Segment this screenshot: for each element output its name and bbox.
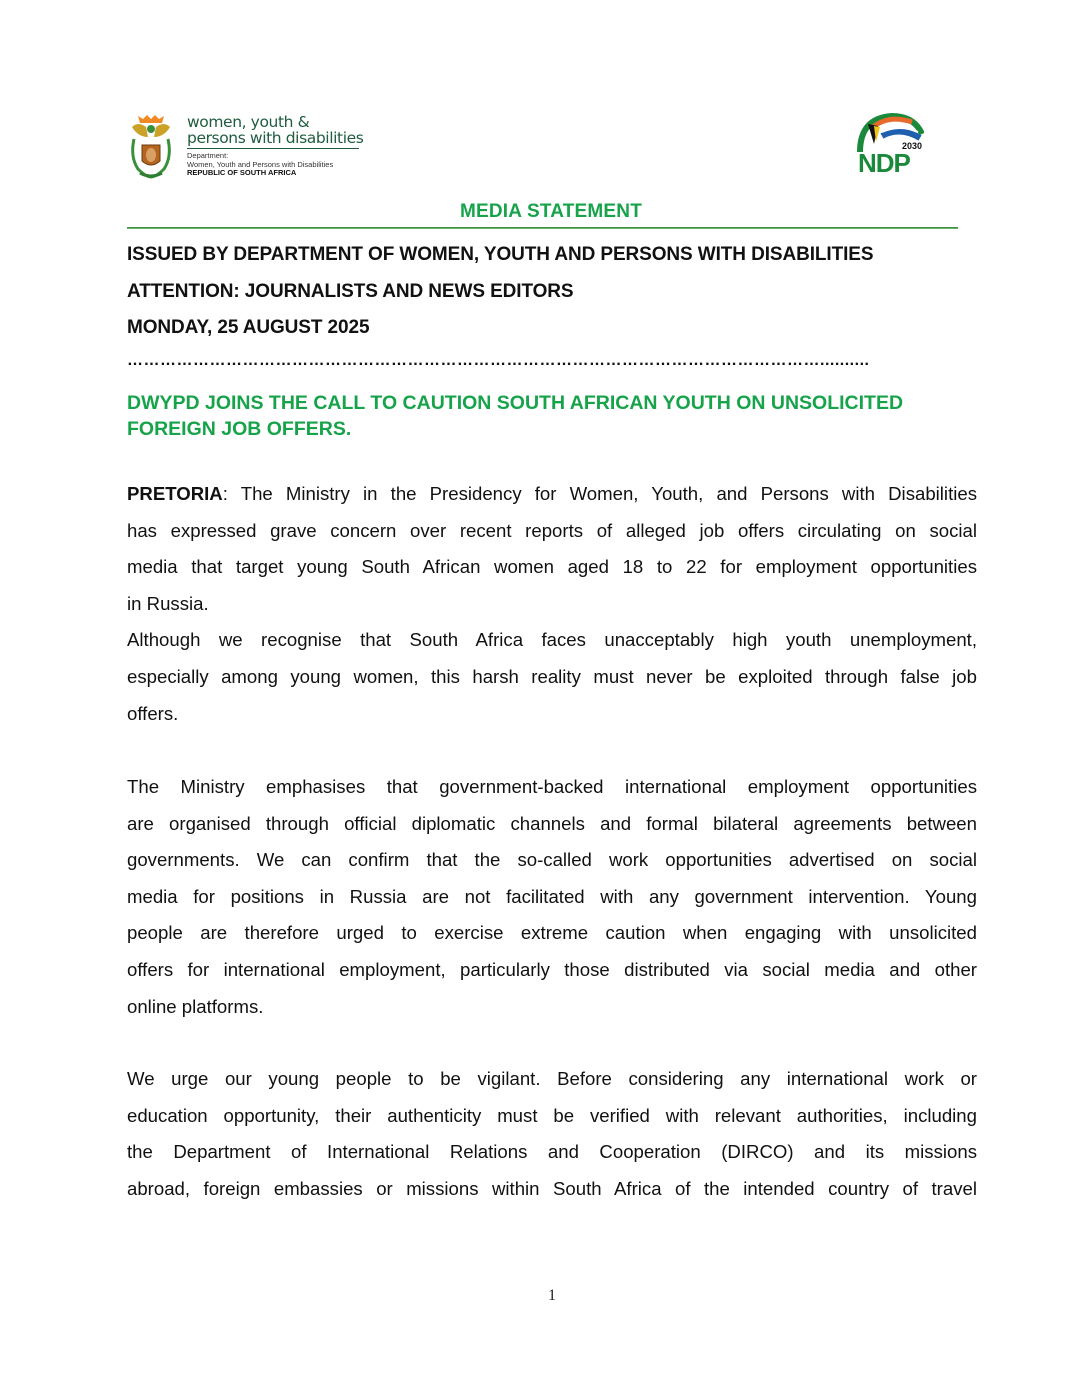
paragraph-3 xyxy=(127,1061,977,1207)
department-logo-country: REPUBLIC OF SOUTH AFRICA xyxy=(187,168,297,177)
paragraph-line: We urge our young people to be vigilant. Before considering any international work or xyxy=(127,1068,977,1089)
paragraph-line: online platforms. xyxy=(127,995,264,1017)
department-logo-title-line1: women, youth & xyxy=(187,113,310,131)
paragraph-line: abroad, foreign embassies or missions within South Africa of the intended country of travel xyxy=(127,1177,977,1199)
dotted-separator: ……………………………………………………………………………………………………………….......... xyxy=(127,352,870,369)
paragraph-line: people are therefore urged to exercise extreme caution when engaging with unsolicited xyxy=(127,922,977,944)
paragraph-line: Although we recognise that South Africa faces unacceptably high youth unemployment, xyxy=(127,629,977,651)
paragraph-line: The Ministry emphasises that government-backed international employment opportunities xyxy=(127,776,977,797)
attention-line: ATTENTION: JOURNALISTS AND NEWS EDITORS xyxy=(127,281,574,302)
media-statement-title: MEDIA STATEMENT xyxy=(459,201,643,222)
paragraph-line: media that target young South African women aged 18 to 22 for employment opportunities xyxy=(127,556,977,578)
paragraph-line: has expressed grave concern over recent reports of alleged job offers circulating on social xyxy=(127,519,977,541)
paragraph-line: in Russia. xyxy=(127,592,209,614)
paragraph-1 xyxy=(127,476,977,732)
ndp-label: NDP xyxy=(858,148,910,174)
statement-date: MONDAY, 25 AUGUST 2025 xyxy=(127,317,370,338)
issued-by-line: ISSUED BY DEPARTMENT OF WOMEN, YOUTH AND PERSONS WITH DISABILITIES xyxy=(127,244,874,265)
paragraph-line: offers. xyxy=(127,702,179,724)
paragraph-line: education opportunity, their authenticity must be verified with relevant authorities, including xyxy=(127,1104,977,1126)
ndp-year: 2030 xyxy=(902,141,923,151)
paragraph-line: offers for international employment, particularly those distributed via social media and other xyxy=(127,958,977,980)
page-number: 1 xyxy=(548,1287,556,1304)
department-logo-title-line2: persons with disabilities xyxy=(187,129,364,147)
paragraph-line: the Department of International Relations and Cooperation (DIRCO) and its missions xyxy=(127,1141,977,1163)
statement-headline: DWYPD JOINS THE CALL TO CAUTION SOUTH AFRICAN YOUTH ON UNSOLICITED FOREIGN JOB OFFERS. xyxy=(127,392,904,440)
paragraph-line: especially among young women, this harsh reality must never be exploited through false job xyxy=(127,665,977,687)
department-logo-small-line1: Department: xyxy=(187,151,229,160)
paragraph-line: are organised through official diplomatic channels and formal bilateral agreements between xyxy=(127,812,977,834)
department-logo xyxy=(187,114,362,178)
media-statement-divider xyxy=(127,227,958,229)
ndp-2030-logo xyxy=(852,112,924,174)
paragraph-2 xyxy=(127,769,977,1025)
coat-of-arms-icon xyxy=(126,113,176,181)
paragraph-line: media for positions in Russia are not facilitated with any government intervention. Young xyxy=(127,885,977,907)
paragraph-line: PRETORIA: The Ministry in the Presidency for Women, Youth, and Persons with Disabilities xyxy=(127,483,977,504)
paragraph-line: governments. We can confirm that the so-called work opportunities advertised on social xyxy=(127,849,977,871)
department-logo-rule xyxy=(187,148,359,149)
dateline: PRETORIA xyxy=(127,483,223,504)
department-logo-small-line2: Women, Youth and Persons with Disabilities xyxy=(187,159,334,169)
ndp-logo-icon xyxy=(852,112,924,174)
